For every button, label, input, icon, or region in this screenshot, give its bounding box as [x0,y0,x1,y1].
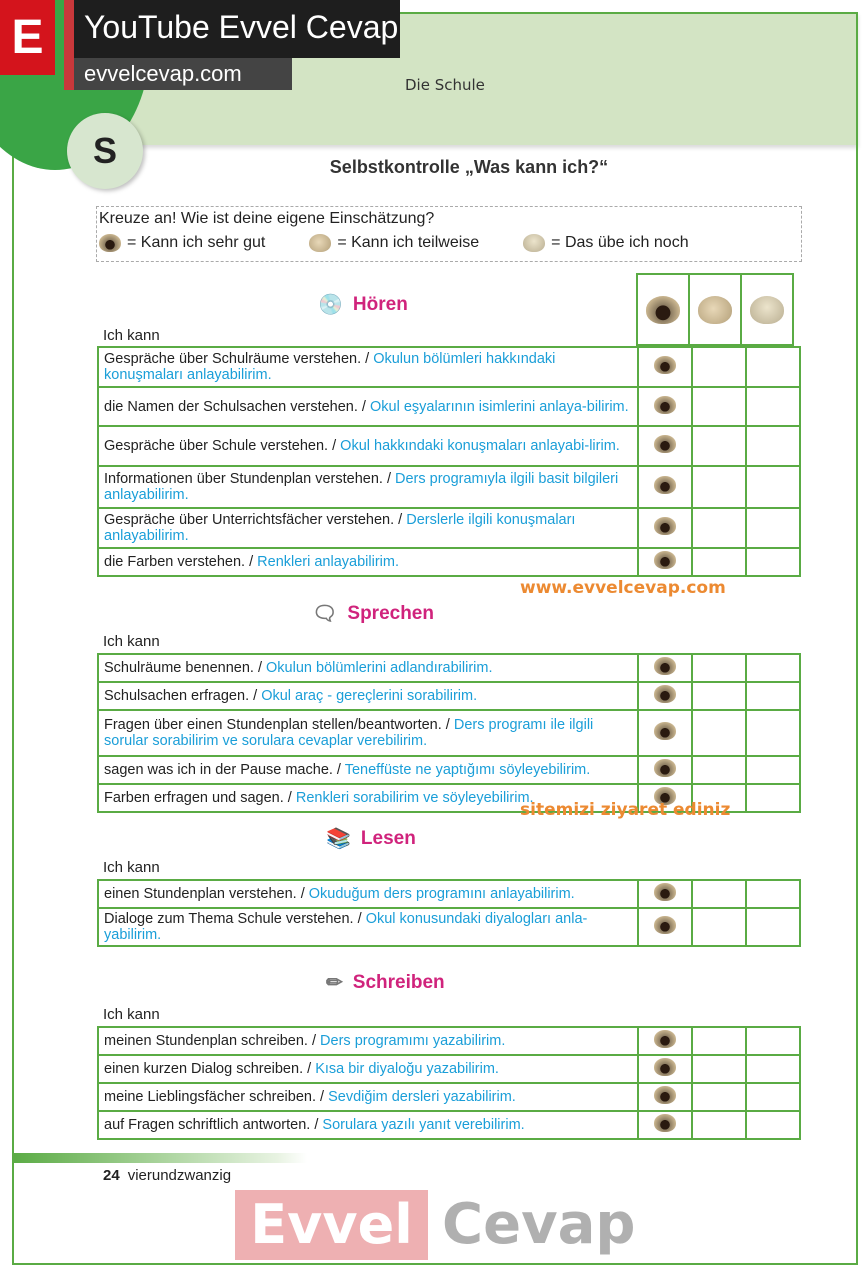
skill-row [98,756,800,784]
face-very-good-icon [654,916,676,934]
page-word: vierundzwanzig [127,1167,232,1184]
skill-german: Gespräche über Schulräume verstehen. / [104,351,374,367]
rating-column-headers [638,273,794,346]
skill-text [98,426,638,466]
skill-turkish: Okul eşyalarının isimlerini anlaya-bilirim. [369,398,629,415]
section-heading [312,601,434,626]
face-very-good-icon [646,296,680,324]
checkbox-very-good[interactable] [638,426,692,466]
legend-partial: = Kann ich teilweise [337,234,480,251]
ich-kann-label: Ich kann [103,633,160,650]
skill-row [98,654,800,682]
checkbox-practice[interactable] [746,548,800,576]
face-very-good-icon [654,1086,676,1104]
checkbox-partial[interactable] [692,387,746,426]
skill-turkish: Renkleri anlayabilirim. [257,554,399,570]
face-very-good-icon [654,1114,676,1132]
ich-kann-label: Ich kann [103,1006,160,1023]
skill-text [98,466,638,508]
watermark-youtube: YouTube Evvel Cevap [64,0,400,58]
checkbox-very-good[interactable] [638,1027,692,1055]
legend-box [96,206,802,262]
checkbox-practice[interactable] [746,1055,800,1083]
skill-german: die Farben verstehen. / [104,554,258,570]
legend-very-good: = Kann ich sehr gut [127,234,266,251]
face-very-good-icon [654,883,676,901]
watermark-logo-right: Cevap [442,1192,636,1257]
skill-row [98,1083,800,1111]
face-very-good-icon [654,476,676,494]
skills-table [97,346,801,577]
face-very-good-icon [654,517,676,535]
skill-turkish: Ders programıyla ilgili basit bilgileri anlayabilirim. [104,471,619,503]
skill-row [98,426,800,466]
page-title: Selbstkontrolle „Was kann ich?“ [329,157,609,177]
skill-row [98,682,800,710]
checkbox-partial[interactable] [692,682,746,710]
skill-text [98,756,638,784]
footer-line [12,1153,307,1163]
skill-turkish: Ders programı ile ilgili sorular sorabilirim ve sorulara cevaplar verebilirim. [104,717,594,749]
skill-turkish: Sorulara yazılı yanıt verebilirim. [322,1117,525,1133]
skill-row [98,347,800,387]
skill-text [98,548,638,576]
checkbox-practice[interactable] [746,908,800,946]
skill-german: Gespräche über Unterrichtsfächer verstehen. / [104,512,407,528]
checkbox-practice[interactable] [746,682,800,710]
skill-row [98,1111,800,1139]
checkbox-partial[interactable] [692,1055,746,1083]
skill-text [98,880,638,908]
face-very-good-icon [654,356,676,374]
cd-icon: 💿 [318,294,343,316]
checkbox-partial[interactable] [692,756,746,784]
skill-german: die Namen der Schulsachen verstehen. / [104,398,370,415]
skill-german: meinen Stundenplan schreiben. / [104,1033,321,1049]
checkbox-practice[interactable] [746,1027,800,1055]
watermark-logo-left: Evvel [235,1190,428,1260]
checkbox-very-good[interactable] [638,508,692,548]
skill-turkish: Okul konusundaki diyalogları anla-yabilirim. [104,911,588,943]
skills-table [97,879,801,947]
skills-table [97,1026,801,1140]
checkbox-practice[interactable] [746,1083,800,1111]
watermark-url: www.evvelcevap.com [520,578,726,598]
face-very-good-icon [99,234,121,252]
checkbox-practice[interactable] [746,880,800,908]
checkbox-partial[interactable] [692,1027,746,1055]
face-very-good-icon [654,435,676,453]
skill-turkish: Derslerle ilgili konuşmaları anlayabilirim. [104,512,576,544]
section-title: Schreiben [352,971,445,993]
skill-turkish: Okul hakkındaki konuşmaları anlayabi-lirim. [340,438,620,454]
legend-practice: = Das übe ich noch [551,234,689,251]
checkbox-practice[interactable] [746,784,800,812]
legend-instruction: Kreuze an! Wie ist deine eigene Einschätzung? [99,210,435,227]
section-heading [318,292,408,317]
face-very-good-icon [654,759,676,777]
skill-text [98,682,638,710]
skill-german: Farben erfragen und sagen. / [104,790,296,806]
skill-text [98,654,638,682]
ich-kann-label: Ich kann [103,327,160,344]
checkbox-practice[interactable] [746,508,800,548]
checkbox-partial[interactable] [692,508,746,548]
checkbox-practice[interactable] [746,710,800,756]
section-title: Lesen [360,827,416,849]
face-practice-icon [523,234,545,252]
checkbox-practice[interactable] [746,756,800,784]
face-practice-icon [750,296,784,324]
skill-turkish: Okulun bölümlerini adlandırabilirim. [266,660,493,676]
skill-german: einen Stundenplan verstehen. / [104,886,309,902]
checkbox-partial[interactable] [692,1083,746,1111]
face-partial-icon [309,234,331,252]
checkbox-very-good[interactable] [638,548,692,576]
section-heading [326,970,445,995]
checkbox-very-good[interactable] [638,756,692,784]
skill-german: sagen was ich in der Pause mache. / [104,762,345,778]
skill-row [98,908,800,946]
speech-bubble-icon: 🗨 [312,603,338,625]
skill-german: Schulräume benennen. / [104,660,267,676]
section-badge: S [67,113,143,189]
checkbox-practice[interactable] [746,347,800,387]
checkbox-partial[interactable] [692,466,746,508]
checkbox-practice[interactable] [746,654,800,682]
skill-german: Fragen über einen Stundenplan stellen/beantworten. / [104,717,454,733]
skill-row [98,387,800,426]
face-very-good-icon [654,722,676,740]
checkbox-partial[interactable] [692,710,746,756]
face-very-good-icon [654,551,676,569]
skill-turkish: Kısa bir diyaloğu yazabilirim. [315,1061,499,1077]
skill-text [98,710,638,756]
skill-turkish: Renkleri sorabilirim ve söyleyebilirim. [295,790,534,806]
checkbox-very-good[interactable] [638,710,692,756]
skill-german: meine Lieblingsfächer schreiben. / [104,1089,329,1105]
skill-text [98,387,638,426]
face-very-good-icon [654,1058,676,1076]
face-very-good-icon [654,1030,676,1048]
skill-row [98,880,800,908]
checkbox-partial[interactable] [692,548,746,576]
checkbox-very-good[interactable] [638,1055,692,1083]
checkbox-very-good[interactable] [638,387,692,426]
skill-row [98,1055,800,1083]
skill-text [98,908,638,946]
checkbox-very-good[interactable] [638,1083,692,1111]
skill-text [98,1027,638,1055]
skill-row [98,466,800,508]
checkbox-very-good[interactable] [638,908,692,946]
skill-german: Dialoge zum Thema Schule verstehen. / [104,911,366,927]
skill-text [98,1055,638,1083]
checkbox-very-good[interactable] [638,654,692,682]
skill-text [98,347,638,387]
checkbox-very-good[interactable] [638,466,692,508]
checkbox-partial[interactable] [692,347,746,387]
skill-text [98,1083,638,1111]
checkbox-practice[interactable] [746,426,800,466]
skill-turkish: Okul araç - gereçlerini sorabilirim. [261,688,478,704]
books-icon: 📚 [326,828,351,850]
face-partial-icon [698,296,732,324]
watermark-note: sitemizi ziyaret ediniz [520,800,731,820]
section-title: Hören [352,293,408,315]
checkbox-partial[interactable] [692,426,746,466]
skill-turkish: Teneffüste ne yaptığımı söyleyebilirim. [344,762,591,778]
section-heading [326,826,416,851]
skill-german: Informationen über Stundenplan verstehen. / [104,471,395,487]
checkbox-very-good[interactable] [638,682,692,710]
skills-table [97,653,801,813]
checkbox-partial[interactable] [692,880,746,908]
page-footer [103,1167,231,1184]
skill-text [98,1111,638,1139]
chapter-title: Die Schule [405,76,485,94]
pen-icon: ✏ [326,972,343,994]
skill-row [98,710,800,756]
page-number: 24 [103,1167,120,1184]
skill-text [98,508,638,548]
checkbox-partial[interactable] [692,654,746,682]
skill-turkish: Ders programımı yazabilirim. [320,1033,506,1049]
skill-german: Schulsachen erfragen. / [104,688,262,704]
checkbox-practice[interactable] [746,387,800,426]
checkbox-practice[interactable] [746,1111,800,1139]
checkbox-very-good[interactable] [638,347,692,387]
checkbox-very-good[interactable] [638,1111,692,1139]
skill-german: Gespräche über Schule verstehen. / [104,438,341,454]
checkbox-partial[interactable] [692,1111,746,1139]
face-very-good-icon [654,396,676,414]
face-very-good-icon [654,685,676,703]
skill-row [98,508,800,548]
skill-turkish: Okulun bölümleri hakkındaki konuşmaları anlayabilirim. [104,351,556,383]
skill-german: auf Fragen schriftlich antworten. / [104,1117,323,1133]
skill-row [98,548,800,576]
skill-row [98,1027,800,1055]
skill-turkish: Okuduğum ders programını anlayabilirim. [308,886,575,902]
checkbox-very-good[interactable] [638,880,692,908]
skill-german: einen kurzen Dialog schreiben. / [104,1061,316,1077]
section-title: Sprechen [347,602,434,624]
watermark-site: evvelcevap.com [64,58,292,90]
checkbox-practice[interactable] [746,466,800,508]
watermark-logo-icon: E [0,0,55,75]
checkbox-partial[interactable] [692,908,746,946]
ich-kann-label: Ich kann [103,859,160,876]
face-very-good-icon [654,657,676,675]
skill-turkish: Sevdiğim dersleri yazabilirim. [328,1089,516,1105]
